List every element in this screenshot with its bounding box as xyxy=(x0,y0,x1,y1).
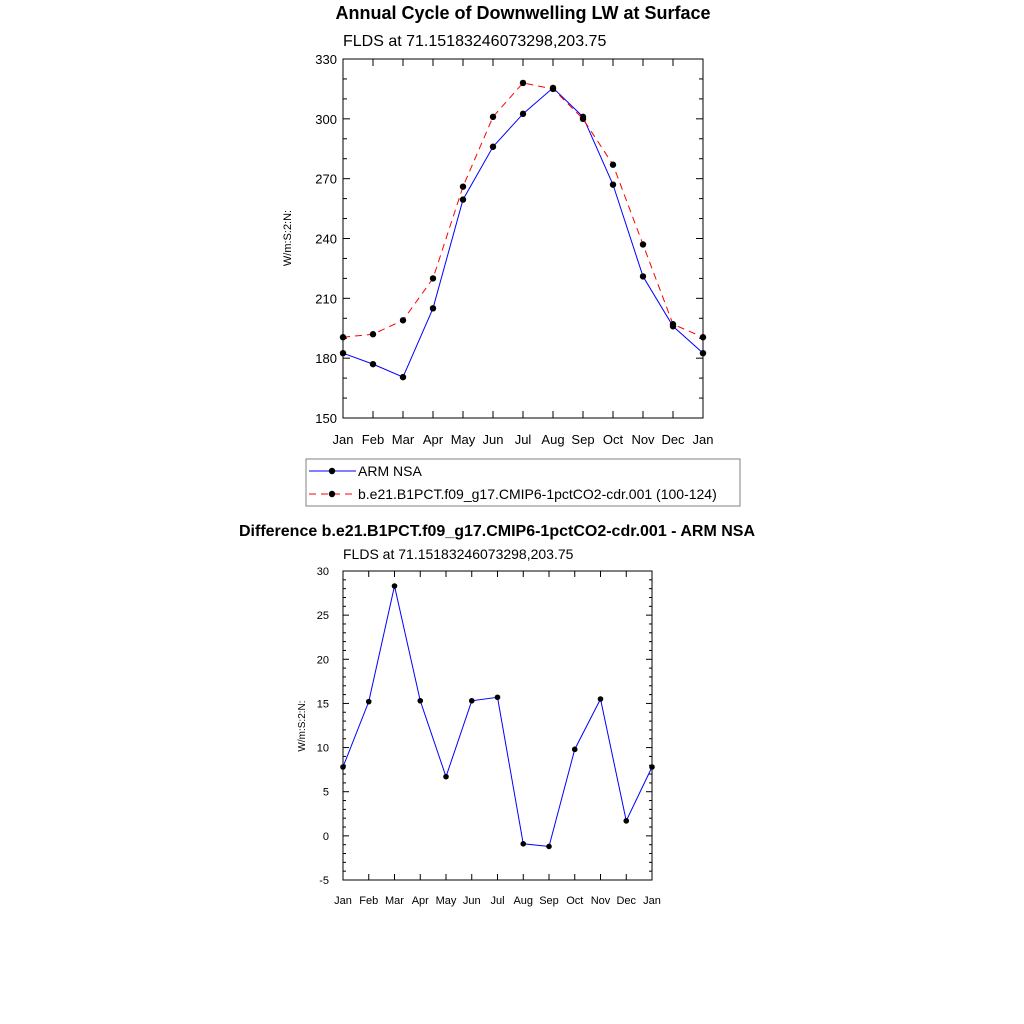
series-1-point xyxy=(400,374,406,380)
series-1-point xyxy=(495,694,501,700)
legend-marker-model xyxy=(329,491,335,497)
y-tick-label: 270 xyxy=(315,171,337,187)
x-tick-label: Oct xyxy=(566,895,584,907)
x-tick-label: Apr xyxy=(411,895,429,907)
series-1-point xyxy=(623,818,629,824)
series-2-point xyxy=(610,162,616,168)
legend-marker-arm-nsa xyxy=(329,468,335,474)
series-1-point xyxy=(649,764,655,770)
y-tick-label: 25 xyxy=(316,610,329,623)
x-tick-label: Jul xyxy=(514,432,532,447)
x-tick-label: Jun xyxy=(482,432,504,447)
y-tick-label: 30 xyxy=(316,566,329,578)
series-1-point xyxy=(520,111,526,117)
series-1-point xyxy=(610,181,616,187)
series-1-point xyxy=(546,844,552,850)
x-tick-label: Nov xyxy=(631,432,655,447)
chart-1-subtitle: FLDS at 71.15183246073298,203.75 xyxy=(343,33,607,50)
series-2-point xyxy=(490,114,496,120)
y-tick-label: 330 xyxy=(315,52,337,67)
y-tick-label: 10 xyxy=(316,742,329,755)
x-tick-label: May xyxy=(435,895,457,907)
series-2-point xyxy=(430,275,436,281)
x-tick-label: Sep xyxy=(571,432,595,447)
series-2-point xyxy=(400,317,406,323)
chart-1-ylabel: W/m:S:2:N: xyxy=(282,209,294,267)
y-tick-label: 5 xyxy=(322,786,329,799)
x-tick-label: Jan xyxy=(643,895,661,907)
x-tick-label: Jan xyxy=(332,432,354,447)
series-1-point xyxy=(340,350,346,356)
x-tick-label: Feb xyxy=(361,432,385,447)
series-1-point xyxy=(430,305,436,311)
chart-1-title: Annual Cycle of Downwelling LW at Surface xyxy=(335,3,711,23)
x-tick-label: Dec xyxy=(661,432,685,447)
x-tick-label: May xyxy=(450,432,476,447)
x-tick-label: Jul xyxy=(490,895,505,907)
series-2-point xyxy=(340,334,346,340)
series-1-point xyxy=(366,699,372,705)
series-2-point xyxy=(520,80,526,86)
y-tick-label: -5 xyxy=(319,875,329,887)
y-tick-label: 150 xyxy=(315,411,337,426)
legend-label-model: b.e21.B1PCT.f09_g17.CMIP6-1pctCO2-cdr.001 (100-124) xyxy=(358,486,717,502)
series-1-point xyxy=(598,696,604,702)
series-1-point xyxy=(460,196,466,202)
series-1-point xyxy=(572,747,578,753)
y-tick-label: 240 xyxy=(315,231,337,247)
y-tick-label: 0 xyxy=(322,830,329,843)
series-1-point xyxy=(640,273,646,279)
series-1-point xyxy=(469,698,475,704)
chart-2-ylabel: W/m:S:2:N: xyxy=(297,700,308,752)
series-2-point xyxy=(370,331,376,337)
x-tick-label: Jan xyxy=(692,432,714,447)
y-tick-label: 210 xyxy=(315,291,337,307)
series-1-point xyxy=(340,764,346,770)
x-tick-label: Mar xyxy=(391,432,415,447)
y-tick-label: 180 xyxy=(315,351,337,367)
x-tick-label: Feb xyxy=(359,895,379,907)
chart-2-subtitle: FLDS at 71.15183246073298,203.75 xyxy=(343,546,574,562)
series-2-point xyxy=(670,321,676,327)
series-1-point xyxy=(700,350,706,356)
y-tick-label: 300 xyxy=(315,111,337,127)
x-tick-label: Nov xyxy=(590,895,611,907)
series-2-point xyxy=(580,116,586,122)
x-tick-label: Dec xyxy=(616,895,637,907)
series-2-point xyxy=(460,183,466,189)
series-1-point xyxy=(417,698,423,704)
x-tick-label: Apr xyxy=(422,432,444,447)
series-2-point xyxy=(640,241,646,247)
y-tick-label: 15 xyxy=(316,698,329,711)
x-tick-label: Mar xyxy=(385,895,404,907)
series-1-point xyxy=(392,583,398,589)
series-2-point xyxy=(550,86,556,92)
x-tick-label: Sep xyxy=(539,895,559,907)
legend-item-model xyxy=(309,486,717,502)
legend-label-arm-nsa: ARM NSA xyxy=(358,463,422,479)
x-tick-label: Jan xyxy=(334,895,352,907)
y-tick-label: 20 xyxy=(316,654,329,667)
x-tick-label: Aug xyxy=(541,432,565,447)
series-1-point xyxy=(520,841,526,847)
x-tick-label: Jun xyxy=(462,895,481,907)
series-1-point xyxy=(370,361,376,367)
x-tick-label: Aug xyxy=(513,895,534,907)
series-1-point xyxy=(443,774,449,780)
chart-1-legend xyxy=(306,459,740,506)
x-tick-label: Oct xyxy=(602,432,624,447)
series-2-point xyxy=(700,334,706,340)
series-1-point xyxy=(490,144,496,150)
chart-2-title: Difference b.e21.B1PCT.f09_g17.CMIP6-1pctCO2-cdr.001 - ARM NSA xyxy=(238,523,756,540)
